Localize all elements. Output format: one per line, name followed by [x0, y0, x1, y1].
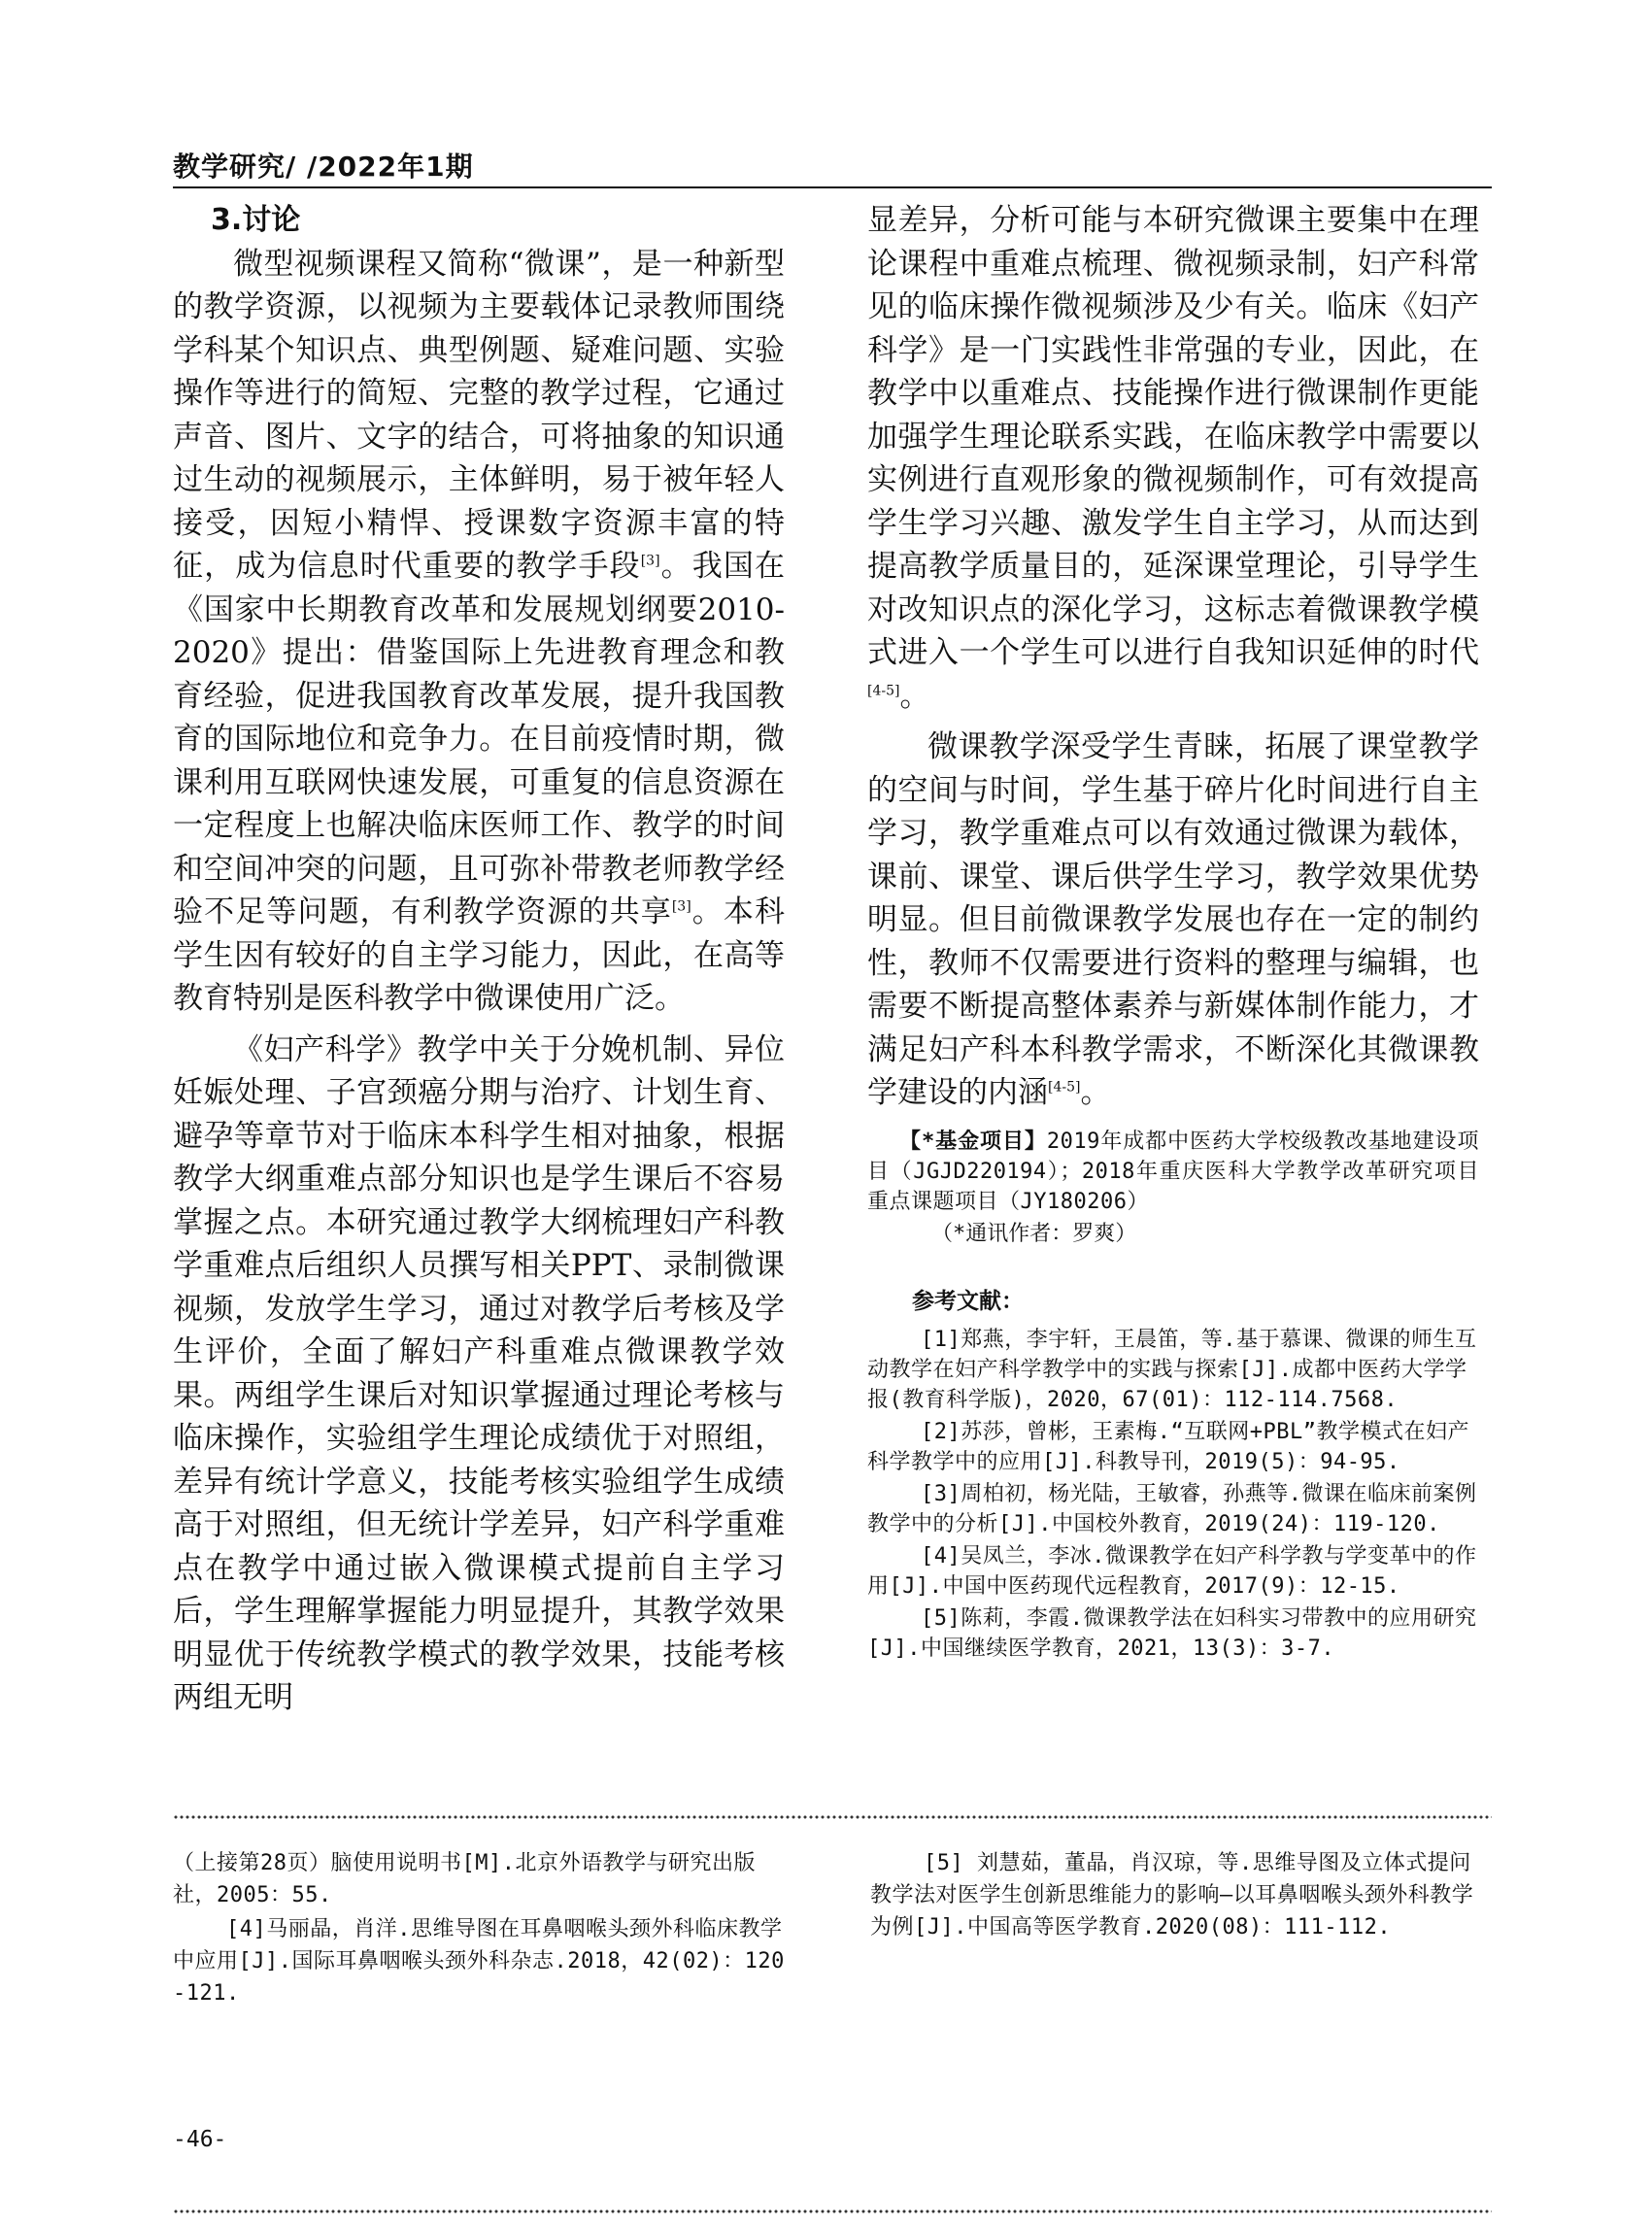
- paragraph-text: 微型视频课程又简称“微课”，是一种新型的教学资源，以视频为主要载体记录教师围绕学科某个知识点、典型例题、疑难问题、实验操作等进行的简短、完整的教学过程，它通过声音、图片、文字的结合，可将抽象的知识通过生动的视频展示，主体鲜明，易于被年轻人接受，因短小精悍、授课数字资源丰富的特征，成为信息时代重要的教学手段: [173, 246, 785, 584]
- left-column: [173, 199, 785, 1720]
- citation-marker: [4-5]: [867, 683, 900, 699]
- references-title: 参考文献：: [912, 1288, 1024, 1314]
- dotted-divider-bottom: [173, 2209, 1492, 2214]
- fund-text: 2019年成都中医药大学校级教改基地建设项目（JGJD220194）；2018年重庆医科大学教学改革研究项目重点课题项目（JY180206）: [867, 1129, 1479, 1214]
- paragraph-text: 。本科学生因有较好的自主学习能力，因此，在高等教育特别是医科教学中微课使用广泛。: [173, 894, 786, 1016]
- reference-item: [4]吴凤兰，李冰.微课教学在妇产科学教与学变革中的作用[J].中国中医药现代远程教育，2017(9)：12-15.: [867, 1544, 1477, 1599]
- paragraph-text: 。: [899, 678, 930, 714]
- continued-references-left: [173, 1845, 794, 2011]
- continued-reference: （上接第28页）脑使用说明书[M].北京外语教学与研究出版社，2005：55.: [173, 1851, 756, 1907]
- continued-reference: [5] 刘慧茹，董晶，肖汉琼，等.思维导图及立体式提问教学法对医学生创新思维能力的影响—以耳鼻咽喉头颈外科教学为例[J].中国高等医学教育.2020(08)：111-112.: [870, 1851, 1474, 1939]
- discussion-paragraph-3: [867, 725, 1479, 1115]
- reference-item: [2]苏莎，曾彬，王素梅.“互联网+PBL”教学模式在妇产科学教学中的应用[J].科教导刊，2019(5)：94-95.: [867, 1420, 1469, 1474]
- dotted-divider: [173, 1814, 1492, 1820]
- paragraph-text: 。: [1080, 1075, 1111, 1110]
- reference-item: [3]周柏初，杨光陆，王敏睿，孙燕等.微课在临床前案例教学中的分析[J].中国校外教育，2019(24)：119-120.: [867, 1482, 1477, 1536]
- running-header: 教学研究/ /2022年1期: [173, 151, 474, 183]
- continued-references-right: [870, 1845, 1492, 1945]
- paragraph-text: 微课教学深受学生青睐，拓展了课堂教学的空间与时间，学生基于碎片化时间进行自主学习，教学重难点可以有效通过微课为载体，课前、课堂、课后供学生学习，教学效果优势明显。但目前微课教学发展也存在一定的制约性，教师不仅需要进行资料的整理与编辑，也需要不断提高整体素养与新媒体制作能力，才满足妇产科本科教学需求，不断深化其微课教学建设的内涵: [867, 729, 1479, 1110]
- header-rule: [173, 186, 1492, 188]
- reference-item: [1]郑燕，李宇轩，王晨笛，等.基于慕课、微课的师生互动教学在妇产科学教学中的实践与探索[J].成都中医药大学学报(教育科学版)，2020，67(01)：112-114.7568.: [867, 1328, 1477, 1412]
- corresponding-author: （*通讯作者：罗爽）: [931, 1221, 1137, 1246]
- discussion-paragraph-2: 《妇产科学》教学中关于分娩机制、异位妊娠处理、子宫颈癌分期与治疗、计划生育、避孕等章节对于临床本科学生相对抽象，根据教学大纲重难点部分知识也是学生课后不容易掌握之点。本研究通过教学大纲梳理妇产科教学重难点后组织人员撰写相关PPT、录制微课视频，发放学生学习，通过对教学后考核及学生评价，全面了解妇产科重难点微课教学效果。两组学生课后对知识掌握通过理论考核与临床操作，实验组学生理论成绩优于对照组，差异有统计学意义，技能考核实验组学生成绩高于对照组，但无统计学差异，妇产科学重难点在教学中通过嵌入微课模式提前自主学习后，学生理解掌握能力明显提升，其教学效果明显优于传统教学模式的教学效果，技能考核两组无明: [173, 1031, 785, 1715]
- citation-marker: [3]: [640, 553, 660, 569]
- right-column: [867, 199, 1479, 1666]
- paragraph-text: 显差异，分析可能与本研究微课主要集中在理论课程中重难点梳理、微视频录制，妇产科常见的临床操作微视频涉及少有关。临床《妇产科学》是一门实践性非常强的专业，因此，在教学中以重难点、技能操作进行微课制作更能加强学生理论联系实践，在临床教学中需要以实例进行直观形象的微视频制作，可有效提高学生学习兴趣、激发学生自主学习，从而达到提高教学质量目的，延深课堂理论，引导学生对改知识点的深化学习，这标志着微课教学模式进入一个学生可以进行自我知识延伸的时代: [867, 203, 1479, 670]
- citation-marker: [3]: [671, 898, 691, 915]
- citation-marker: [4-5]: [1048, 1079, 1081, 1096]
- continued-reference: [4]马丽晶，肖洋.思维导图在耳鼻咽喉头颈外科临床教学中应用[J].国际耳鼻咽喉头颈外科杂志.2018，42(02)：120-121.: [173, 1917, 785, 2006]
- page-number: -46-: [173, 2127, 227, 2152]
- paragraph-text: 。我国在《国家中长期教育改革和发展规划纲要2010-2020》提出：借鉴国际上先进教育理念和教育经验，促进我国教育改革发展，提升我国教育的国际地位和竞争力。在目前疫情时期，微课利用互联网快速发展，可重复的信息资源在一定程度上也解决临床医师工作、教学的时间和空间冲突的问题，且可弥补带教老师教学经验不足等问题，有利教学资源的共享: [173, 549, 786, 929]
- fund-label: 【*基金项目】: [899, 1129, 1047, 1154]
- fund-note: [867, 1127, 1479, 1217]
- discussion-paragraph-2-continued: [867, 199, 1479, 718]
- discussion-paragraph-1: [173, 243, 785, 1021]
- reference-item: [5]陈莉，李霞.微课教学法在妇科实习带教中的应用研究[J].中国继续医学教育，2021，13(3)：3-7.: [867, 1606, 1477, 1661]
- section-heading: 3.讨论: [211, 203, 301, 237]
